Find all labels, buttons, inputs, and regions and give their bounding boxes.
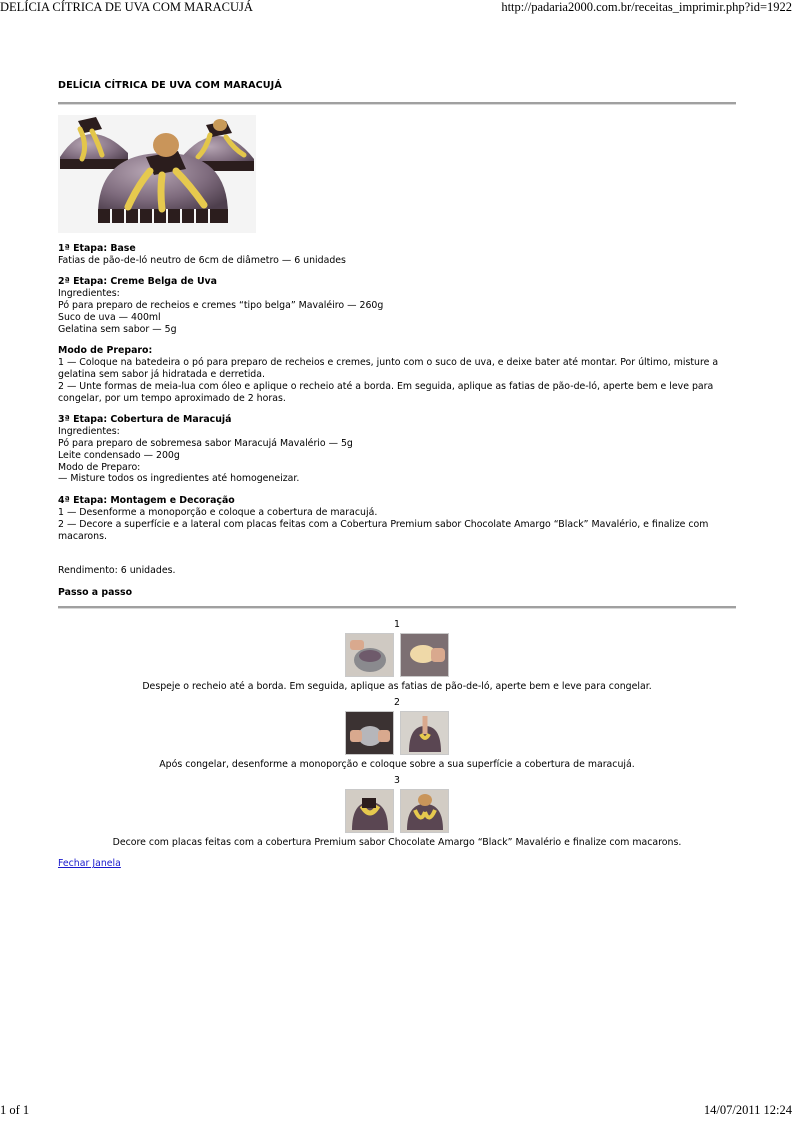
- section-line: Modo de Preparo:: [58, 461, 141, 473]
- section-line: Suco de uva — 400ml: [58, 311, 161, 323]
- step-caption: Após congelar, desenforme a monoporção e coloque sobre a sua superfície a cobertura de maracujá.: [159, 758, 635, 770]
- section-line: Gelatina sem sabor — 5g: [58, 323, 177, 335]
- step-number: 3: [394, 774, 400, 786]
- step-photos: [58, 633, 736, 677]
- step-number: 1: [394, 618, 400, 630]
- section-line: 2 — Unte formas de meia-lua com óleo e aplique o recheio até a borda. Em seguida, aplique as fatias de pão-de-ló, aperte bem e leve para congelar, por um tempo aproximado de 2 horas.: [58, 380, 714, 404]
- page-title: DELÍCIA CÍTRICA DE UVA COM MARACUJÁ: [58, 80, 282, 91]
- section-line: 1 — Coloque na batedeira o pó para preparo de recheios e cremes, junto com o suco de uva, e deixe bater até montar. Por último, misture a gelatina sem sabor já hidratada e derretida.: [58, 357, 719, 380]
- dessert-illustration: [58, 115, 256, 233]
- section-montagem: [58, 495, 736, 542]
- section-heading: Modo de Preparo:: [58, 345, 153, 357]
- step-number: 2: [394, 696, 400, 708]
- step-photo: [400, 711, 449, 755]
- section-line: Leite condensado — 200g: [58, 449, 180, 461]
- section-line: 1 — Desenforme a monoporção e coloque a cobertura de maracujá.: [58, 506, 378, 518]
- section-line: Ingredientes:: [58, 288, 120, 300]
- steps-heading: Passo a passo: [58, 587, 133, 599]
- close-window-link[interactable]: Fechar Janela: [58, 858, 121, 870]
- section-modo-de-preparo: [58, 345, 736, 404]
- step-photo: [400, 633, 449, 677]
- recipe-content: [58, 80, 736, 870]
- step-photo: [345, 789, 394, 833]
- section-line: — Misture todos os ingredientes até homogeneizar.: [58, 473, 300, 485]
- step-caption: Despeje o recheio até a borda. Em seguida, aplique as fatias de pão-de-ló, aperte bem e leve para congelar.: [142, 680, 652, 692]
- section-heading: 4ª Etapa: Montagem e Decoração: [58, 495, 235, 507]
- step-photos: [58, 711, 736, 755]
- print-footer-pages: 1 of 1: [0, 1103, 30, 1117]
- print-header-title: DELÍCIA CÍTRICA DE UVA COM MARACUJÁ: [0, 0, 253, 14]
- step-photo: [345, 711, 394, 755]
- step-caption: Decore com placas feitas com a cobertura Premium sabor Chocolate Amargo “Black” Mavalério e finalize com macarons.: [112, 836, 682, 848]
- recipe-photo: [58, 115, 256, 233]
- yield-text: Rendimento: 6 unidades.: [58, 565, 176, 577]
- section-cobertura: [58, 414, 736, 485]
- section-heading: 1ª Etapa: Base: [58, 242, 136, 254]
- section-heading: 3ª Etapa: Cobertura de Maracujá: [58, 414, 232, 426]
- section-line: Fatias de pão-de-ló neutro de 6cm de diâmetro — 6 unidades: [58, 254, 346, 266]
- section-base: [58, 243, 736, 267]
- section-line: Pó para preparo de sobremesa sabor Maracujá Mavalério — 5g: [58, 437, 353, 449]
- title-divider: [58, 102, 736, 105]
- section-line: Pó para preparo de recheios e cremes “tipo belga” Mavaléiro — 260g: [58, 299, 384, 311]
- steps-divider: [58, 606, 736, 609]
- step-by-step: [58, 619, 736, 848]
- print-footer-datetime: 14/07/2011 12:24: [703, 1103, 792, 1117]
- section-creme-belga: [58, 276, 736, 335]
- step-photo: [400, 789, 449, 833]
- print-header-url: http://padaria2000.com.br/receitas_imprimir.php?id=1922: [501, 0, 792, 14]
- step-photo: [345, 633, 394, 677]
- section-line: Ingredientes:: [58, 426, 120, 438]
- step-photos: [58, 789, 736, 833]
- section-line: 2 — Decore a superfície e a lateral com placas feitas com a Cobertura Premium sabor Chocolate Amargo “Black” Mavalério, e finalize com macarons.: [58, 518, 709, 542]
- section-heading: 2ª Etapa: Creme Belga de Uva: [58, 276, 217, 288]
